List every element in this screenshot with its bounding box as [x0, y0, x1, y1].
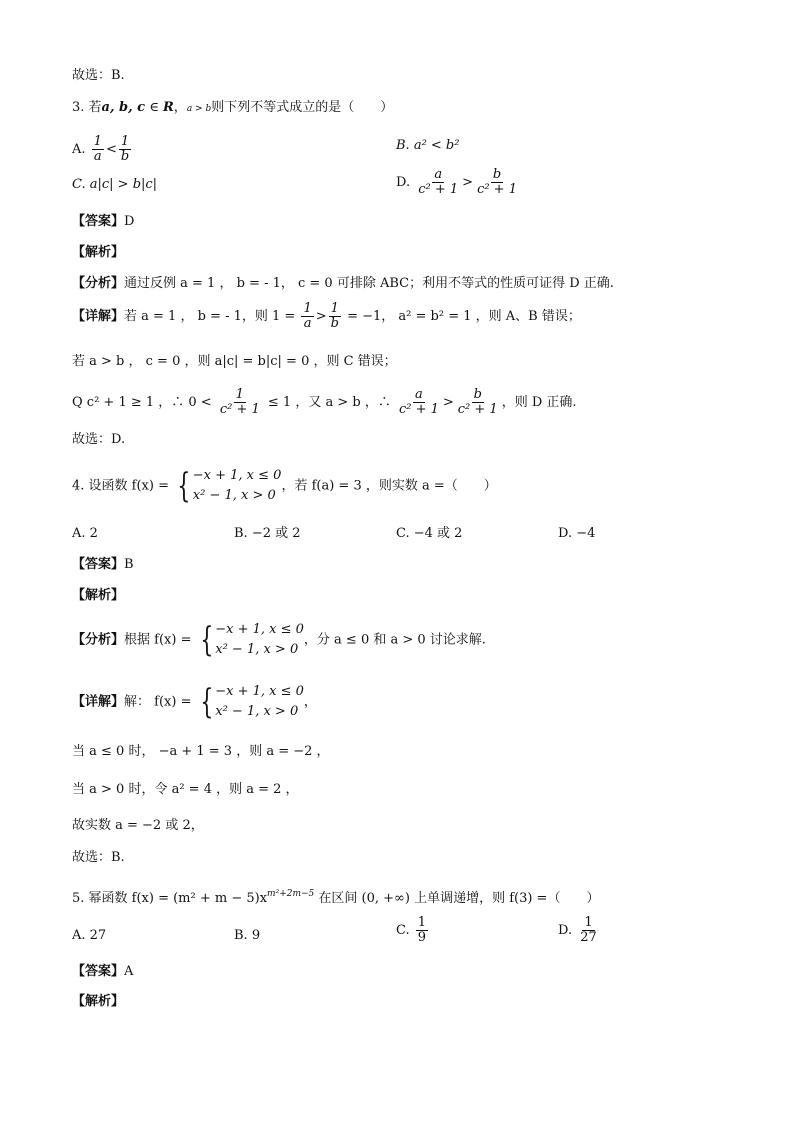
- frac-num: 1: [235, 387, 244, 402]
- q4-xiangjie: [72, 682, 317, 722]
- frac-num: b: [473, 387, 482, 402]
- frac-num: 1: [330, 301, 339, 316]
- q3-d-label: D.: [396, 175, 415, 190]
- q4-fx-b: ，分 a ≤ 0 和 a > 0 讨论求解.: [303, 632, 486, 648]
- q3-vars: a, b, c: [101, 100, 146, 115]
- q3-prefix: 3. 若: [72, 100, 102, 115]
- xj3a: Q c² + 1 ≥ 1 ，∴ 0 <: [72, 395, 216, 410]
- case-1: −x + 1, x ≤ 0: [192, 468, 282, 483]
- q4-xj-b: ，: [303, 694, 317, 710]
- piecewise: [196, 620, 304, 660]
- fenxi-text: 通过反例 a = 1 ， b = - 1， c = 0 可排除 ABC；利用不等式的性质可证得 D 正确.: [124, 276, 614, 291]
- piecewise: [173, 466, 281, 506]
- xj3c: ，则 D 正确.: [501, 395, 577, 410]
- q3-answer: [72, 212, 134, 232]
- frac-den: b: [120, 149, 130, 164]
- q3-tail: 则下列不等式成立的是（ ）: [211, 100, 394, 115]
- q4-option-c: C. −4 或 2: [396, 526, 463, 541]
- frac-a-c2p1: [397, 388, 441, 417]
- cases: [215, 620, 304, 660]
- brace: {: [199, 682, 213, 722]
- q5-jiexi: [72, 992, 124, 1012]
- q5-c-label: C.: [396, 923, 414, 938]
- question-4: [72, 466, 497, 506]
- q3-xiangjie-1: [72, 302, 581, 331]
- q3-fenxi: [72, 274, 614, 294]
- question-5: [72, 884, 599, 909]
- answer-tag: 【答案】: [72, 214, 125, 229]
- frac-den: a: [93, 149, 102, 164]
- q5-option-a: A. 27: [72, 928, 107, 943]
- cases: [215, 682, 304, 722]
- case-2: x² − 1, x > 0: [192, 488, 276, 503]
- gt-sign: >: [315, 309, 327, 324]
- frac-1-c2p1: [218, 388, 262, 417]
- q4-option-b: B. −2 或 2: [234, 526, 301, 541]
- q5-exp: m²+2m−5: [267, 889, 315, 899]
- case-2: x² − 1, x > 0: [215, 642, 299, 657]
- answer-value: A: [124, 964, 134, 979]
- q4-xj-a: 解： f(x) =: [124, 694, 196, 710]
- q3-xiangjie-2: 若 a > b ， c = 0 ，则 a|c| = b|c| = 0 ，则 C 错误；: [72, 354, 397, 369]
- q3-in: ∈: [145, 100, 163, 115]
- frac-1-b: [329, 302, 341, 331]
- q5-option-b: B. 9: [234, 928, 261, 943]
- q3-jiexi: [72, 243, 124, 263]
- frac-num: 1: [93, 134, 102, 149]
- frac-den: c² + 1: [477, 182, 517, 197]
- question-3: [72, 98, 393, 119]
- q4-fenxi: [72, 620, 486, 660]
- q3-option-a: [72, 135, 133, 164]
- frac-1-a: [301, 302, 313, 331]
- frac-num: b: [492, 167, 502, 182]
- frac-num: a: [434, 167, 443, 182]
- q4-line-1: 当 a ≤ 0 时， −a + 1 = 3 ，则 a = −2 ，: [72, 744, 330, 759]
- xiangjie-tag: 【详解】: [72, 694, 125, 710]
- frac-den: 27: [580, 930, 597, 945]
- xj3b: ≤ 1 ，又 a > b ，∴: [263, 395, 395, 410]
- q3-comma: ，: [173, 100, 187, 115]
- q5-d-label: D.: [558, 923, 577, 938]
- frac-a-c2p1: [416, 168, 460, 197]
- frac-num: 1: [120, 134, 130, 149]
- q5-b: 在区间 (0, +∞) 上单调递增，则 f(3) =（ ）: [314, 891, 600, 906]
- frac-1-a: [92, 135, 104, 164]
- q4-line-2: 当 a > 0 时，令 a² = 4 ，则 a = 2 ，: [72, 782, 299, 797]
- frac-num: 1: [303, 301, 312, 316]
- case-1: −x + 1, x ≤ 0: [215, 622, 304, 637]
- frac-1-9: [416, 916, 428, 945]
- xj1a: 若 a = 1 ， b = - 1，则 1 =: [124, 309, 300, 324]
- q5-option-c: [396, 916, 430, 945]
- frac-b-c2p1: [456, 388, 500, 417]
- q4-tail: ，若 f(a) = 3 ，则实数 a =（ ）: [281, 478, 497, 494]
- q3-cond: a > b: [186, 104, 212, 114]
- lt-sign: <: [105, 142, 117, 157]
- gt-sign: >: [442, 395, 454, 410]
- q4-option-a: A. 2: [72, 526, 98, 541]
- q4-jiexi: [72, 586, 124, 606]
- line-guxuan-3: 故选：B.: [72, 850, 125, 865]
- answer-value: D: [124, 214, 135, 229]
- answer-tag: 【答案】: [72, 964, 125, 979]
- q5-a: 5. 幂函数 f(x) = (m² + m − 5)x: [72, 891, 268, 906]
- frac-den: c² + 1: [398, 402, 439, 417]
- q4-fx-a: 根据 f(x) =: [124, 632, 196, 648]
- frac-num: 1: [584, 915, 593, 930]
- q4-answer: [72, 555, 134, 575]
- fenxi-tag: 【分析】: [72, 276, 125, 291]
- q3-option-d: [396, 168, 521, 197]
- frac-den: c² + 1: [418, 182, 459, 197]
- case-2: x² − 1, x > 0: [215, 704, 299, 719]
- answer-tag: 【答案】: [72, 557, 125, 572]
- line-guxuan-2: 故选：D.: [72, 432, 126, 447]
- cases: [193, 466, 282, 506]
- frac-den: 9: [417, 930, 427, 945]
- piecewise: [196, 682, 304, 722]
- jiexi-tag: 【解析】: [72, 588, 125, 603]
- xiangjie-tag: 【详解】: [72, 309, 125, 324]
- jiexi-tag: 【解析】: [72, 245, 125, 260]
- fenxi-tag: 【分析】: [72, 632, 125, 648]
- q5-option-d: [558, 916, 601, 945]
- answer-value: B: [124, 557, 134, 572]
- q3-option-c: C. a|c| > b|c|: [72, 177, 158, 192]
- frac-den: b: [330, 316, 339, 331]
- line-guxuan-1: 故选：B.: [72, 68, 125, 83]
- frac-den: c² + 1: [457, 402, 498, 417]
- brace: {: [177, 466, 191, 506]
- case-1: −x + 1, x ≤ 0: [215, 684, 304, 699]
- q3-R: R: [162, 100, 174, 115]
- frac-num: a: [415, 387, 423, 402]
- frac-b-c2p1: [475, 168, 519, 197]
- brace: {: [199, 620, 213, 660]
- q3-xiangjie-3: [72, 388, 577, 417]
- jiexi-tag: 【解析】: [72, 994, 125, 1009]
- q3-a-label: A.: [72, 142, 90, 157]
- frac-den: a: [303, 316, 312, 331]
- frac-1-b: [119, 135, 131, 164]
- gt-sign: >: [462, 175, 474, 190]
- frac-1-27: [578, 916, 599, 945]
- frac-num: 1: [417, 915, 427, 930]
- q4-line-3: 故实数 a = −2 或 2，: [72, 818, 204, 833]
- frac-den: c² + 1: [219, 402, 260, 417]
- q5-answer: [72, 962, 133, 982]
- xj1b: = −1， a² = b² = 1 ，则 A、B 错误；: [342, 309, 581, 324]
- q3-option-b: B. a² < b²: [396, 138, 460, 153]
- q4-option-d: D. −4: [558, 526, 596, 541]
- q4-prefix: 4. 设函数 f(x) =: [72, 478, 174, 494]
